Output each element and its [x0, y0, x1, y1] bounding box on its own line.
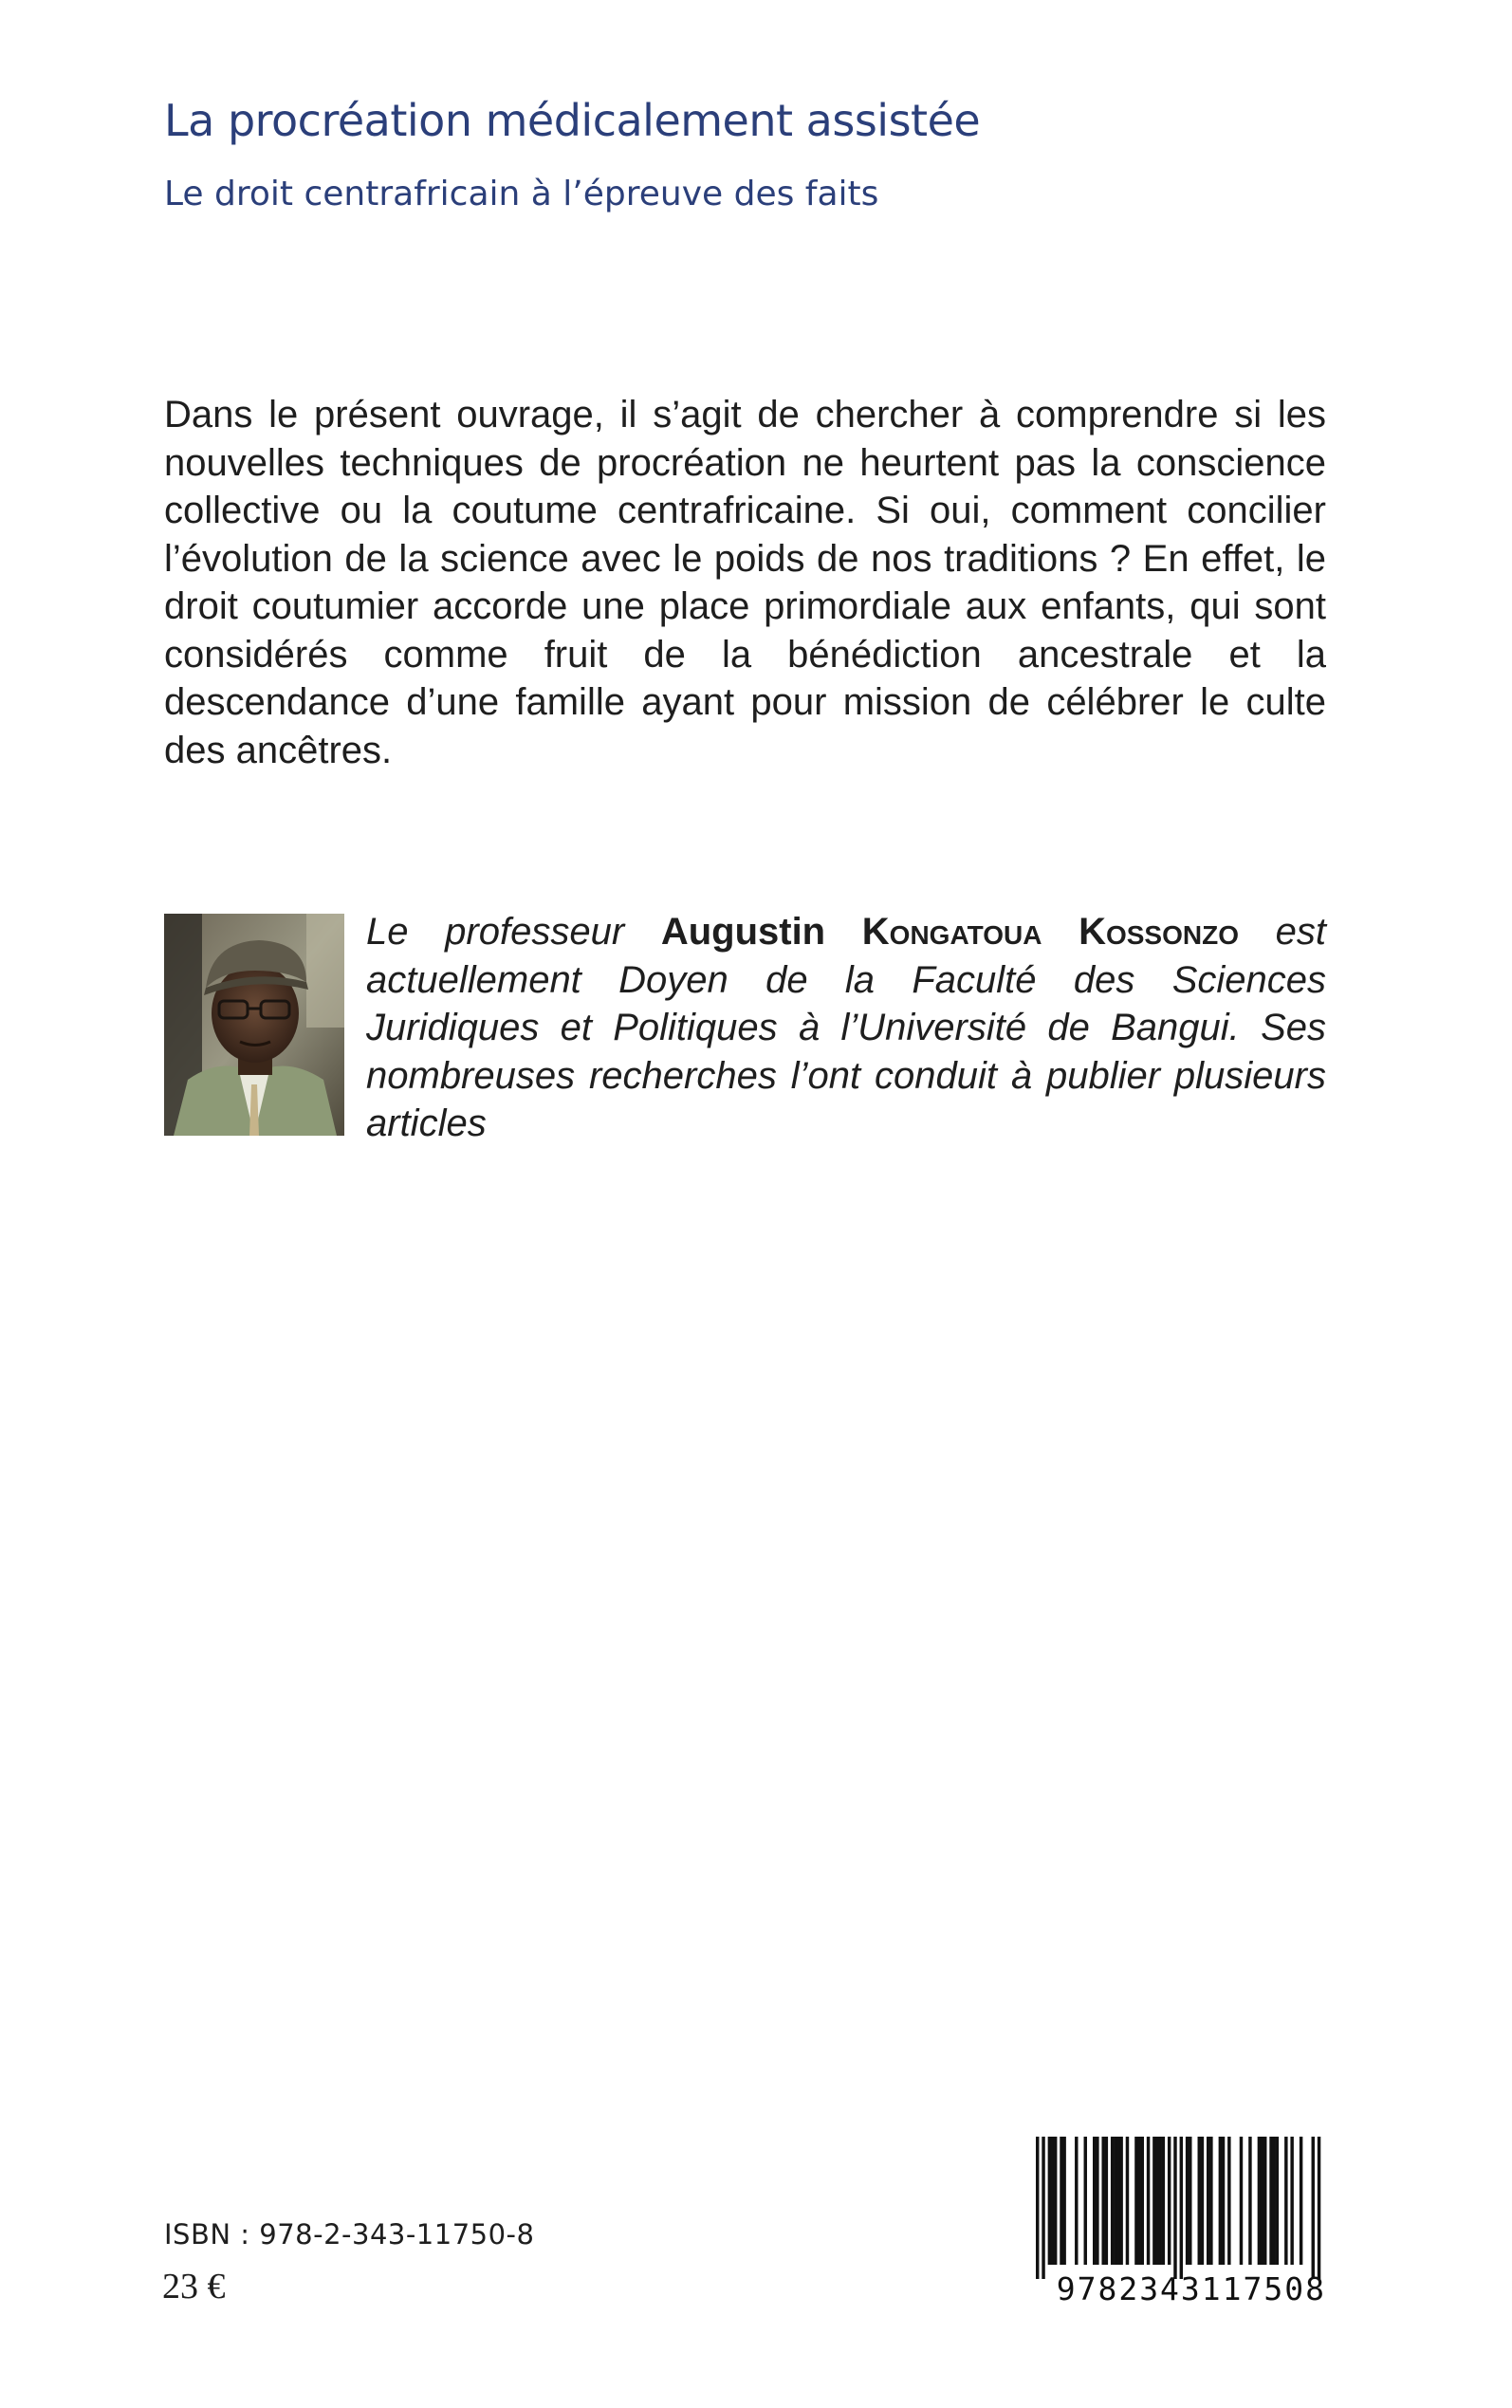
barcode-bar: [1126, 2137, 1129, 2265]
barcode-digits: 9782343117508: [1056, 2270, 1326, 2307]
barcode-bar: [1119, 2137, 1122, 2265]
barcode-bar: [1054, 2137, 1057, 2265]
barcode-bar: [1048, 2137, 1051, 2265]
barcode-bar: [1114, 2137, 1116, 2265]
author-last-names: Kongatoua Kossonzo: [861, 911, 1239, 953]
barcode-bar: [1155, 2137, 1158, 2265]
barcode-bar: [1173, 2137, 1176, 2279]
barcode-bar: [1147, 2137, 1150, 2265]
author-bio-suffix: est actuellement Doyen de la Faculté des Sciences Juridiques et Politiques à l’Université de Bangui. Ses nombreuses recherches l’ont conduit à publier plusieurs articles: [366, 911, 1327, 1144]
barcode-bar: [1300, 2137, 1302, 2265]
barcode-bar: [1051, 2137, 1054, 2265]
barcode-bar: [1201, 2137, 1204, 2265]
price: 23 €: [162, 2267, 226, 2306]
barcode-bar: [1198, 2137, 1201, 2265]
barcode-bar: [1105, 2137, 1108, 2265]
barcode-bar: [1096, 2137, 1098, 2265]
barcode-bar: [1036, 2137, 1039, 2279]
barcode-bar: [1141, 2137, 1144, 2265]
barcode-bar: [1093, 2137, 1096, 2265]
barcode-bar: [1060, 2137, 1062, 2265]
barcode-bar: [1318, 2137, 1320, 2279]
barcode-bar: [1162, 2137, 1165, 2265]
author-first-name: Augustin: [660, 911, 826, 953]
author-photo: [164, 914, 344, 1136]
barcode-bar: [1189, 2137, 1191, 2265]
author-bio-prefix: Le professeur: [366, 911, 625, 953]
barcode-bar: [1248, 2137, 1251, 2265]
barcode-bar: [1240, 2137, 1243, 2265]
barcode-bar: [1116, 2137, 1119, 2265]
barcode-bar: [1227, 2137, 1230, 2265]
book-title: La procréation médicalement assistée: [164, 95, 981, 146]
barcode-bar: [1186, 2137, 1189, 2265]
barcode-bar: [1269, 2137, 1272, 2265]
barcode-bar: [1180, 2137, 1183, 2279]
barcode-bar: [1312, 2137, 1315, 2279]
barcode-bar: [1101, 2137, 1104, 2265]
barcode-bar: [1137, 2137, 1140, 2265]
barcode-bar: [1207, 2137, 1209, 2265]
book-summary: Dans le présent ouvrage, il s’agit de chercher à comprendre si les nouvelles techniques de procréation ne heurtent pas la conscience collective ou la coutume centrafricaine. Si oui, comment concilier l’évolution de la science avec le poids de nos traditions ? En effet, le droit coutumier accorde une place primordiale aux enfants, qui sont considérés comme fruit de la bénédiction ancestrale et la descendance d’une famille ayant pour mission de célébrer le culte des ancêtres.: [164, 394, 1326, 771]
barcode-bar: [1284, 2137, 1287, 2265]
barcode-bar: [1258, 2137, 1261, 2265]
barcode-bar: [1042, 2137, 1044, 2279]
barcode-bar: [1158, 2137, 1161, 2265]
barcode-bar: [1263, 2137, 1266, 2265]
barcode-bar: [1152, 2137, 1155, 2265]
barcode-bar: [1276, 2137, 1279, 2265]
barcode-bar: [1219, 2137, 1222, 2265]
book-subtitle: Le droit centrafricain à l’épreuve des faits: [164, 175, 879, 213]
barcode-bar: [1084, 2137, 1087, 2265]
author-bio: [366, 908, 1326, 1148]
barcode-bar: [1272, 2137, 1275, 2265]
barcode-bar: [1209, 2137, 1212, 2265]
barcode-bar: [1222, 2137, 1225, 2265]
barcode-bar: [1261, 2137, 1263, 2265]
barcode-bar: [1290, 2137, 1293, 2265]
barcode-bar: [1168, 2137, 1171, 2265]
barcode-bar: [1134, 2137, 1137, 2265]
isbn: ISBN : 978-2-343-11750-8: [164, 2218, 535, 2251]
barcode-bar: [1075, 2137, 1078, 2265]
barcode-bar: [1111, 2137, 1114, 2265]
barcode-bar: [1062, 2137, 1065, 2265]
author-name: [661, 911, 1239, 953]
